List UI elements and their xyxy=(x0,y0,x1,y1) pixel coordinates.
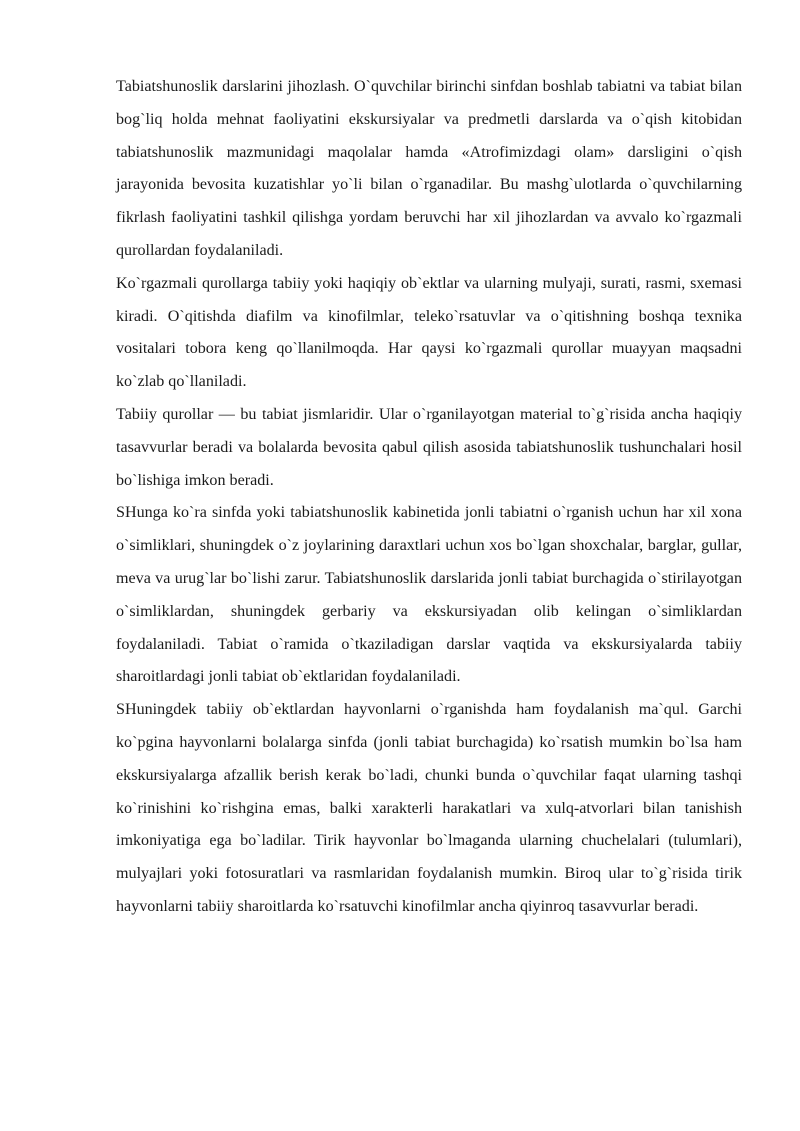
paragraph-animals-study: SHuningdek tabiiy ob`ektlardan hayvonlarni o`rganishda ham foydalanish ma`qul. Garchi ko`pgina hayvonlarni bolalarga sinfda (jonli tabiat burchagida) ko`rsatish mumkin bo`lsa ham ekskursiyalarga afzallik berish kerak bo`ladi, chunki bunda o`quvchilar faqat ularning tashqi ko`rinishini ko`rishgina emas, balki xarakterli harakatlari va xulq-atvorlari bilan tanishish imkoniyatiga ega bo`ladilar. Tirik hayvonlar bo`lmaganda ularning chuchelalari (tulumlari), mulyajlari yoki fotosuratlari va rasmlaridan foydalanish mumkin. Biroq ular to`g`risida tirik hayvonlarni tabiiy sharoitlarda ko`rsatuvchi kinofilmlar ancha qiyinroq tasavvurlar beradi. xyxy=(116,701,742,915)
paragraph-plants-in-class: SHunga ko`ra sinfda yoki tabiatshunoslik kabinetida jonli tabiatni o`rganish uchun har xil xona o`simliklari, shuningdek o`z joylarining daraxtlari uchun xos bo`lgan shoxchalar, barglar, gullar, meva va urug`lar bo`lishi zarur. Tabiatshunoslik darslarida jonli tabiat burchagida o`stirilayotgan o`simliklardan, shuningdek gerbariy va ekskursiyadan olib kelingan o`simliklardan foydalaniladi. Tabiat o`ramida o`tkaziladigan darslar vaqtida va ekskursiyalarda tabiiy sharoitlardagi jonli tabiat ob`ektlaridan foydalaniladi. xyxy=(116,504,742,686)
paragraph-equipping-lessons: Tabiatshunoslik darslarini jihozlash. O`quvchilar birinchi sinfdan boshlab tabiatni va tabiat bilan bog`liq holda mehnat faoliyatini ekskursiyalar va predmetli darslarda va o`qish kitobidan tabiatshunoslik mazmunidagi maqolalar hamda «Atrofimizdagi olam» darsligini o`qish jarayonida bevosita kuzatishlar yo`li bilan o`rganadilar. Bu mashg`ulotlarda o`quvchilarning fikrlash faoliyatini tashkil qilishga yordam beruvchi har xil jihozlardan va avvalo ko`rgazmali qurollardan foydalaniladi. xyxy=(116,78,742,259)
paragraph-visual-aids: Ko`rgazmali qurollarga tabiiy yoki haqiqiy ob`ektlar va ularning mulyaji, surati, rasmi, sxemasi kiradi. O`qitishda diafilm va kinofilmlar, teleko`rsatuvlar va o`qitishning boshqa texnika vositalari tobora keng qo`llanilmoqda. Har qaysi ko`rgazmali qurollar muayyan maqsadni ko`zlab qo`llaniladi. xyxy=(116,274,742,391)
document-page xyxy=(116,71,742,924)
paragraph-natural-aids: Tabiiy qurollar — bu tabiat jismlaridir. Ular o`rganilayotgan material to`g`risida ancha haqiqiy tasavvurlar beradi va bolalarda bevosita qabul qilish asosida tabiatshunoslik tushunchalari hosil bo`lishiga imkon beradi. xyxy=(116,405,742,489)
